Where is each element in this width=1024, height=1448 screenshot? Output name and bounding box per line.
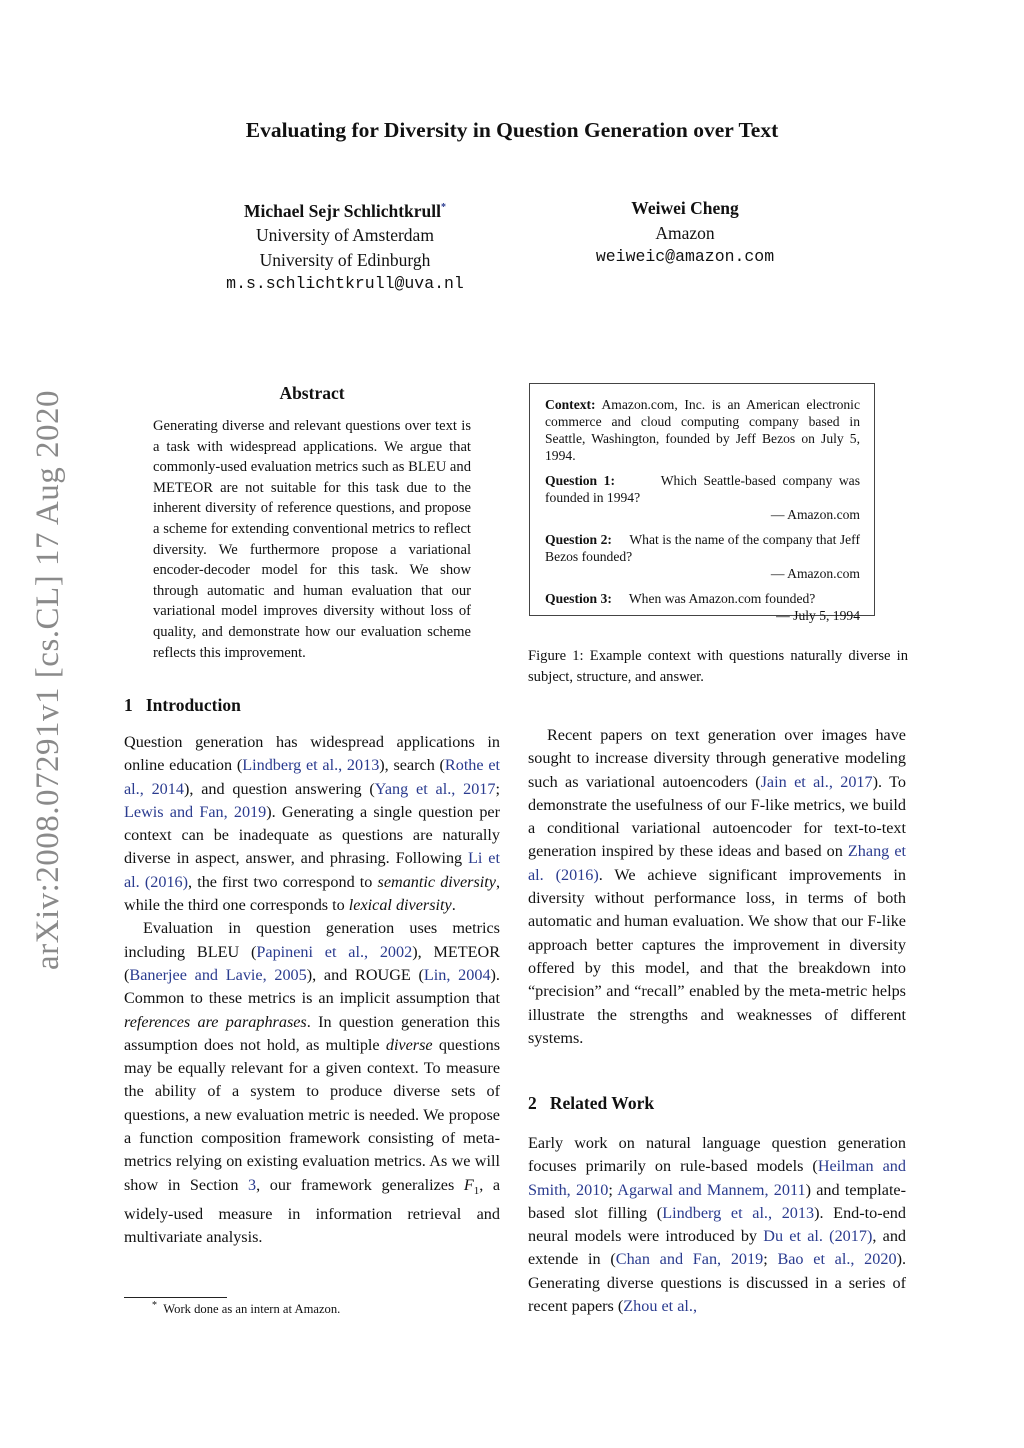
citation-link[interactable]: Lin, 2004 — [423, 965, 491, 984]
author-footnote-marker[interactable]: * — [441, 202, 447, 213]
intro-paragraph-1: Question generation has widespread applications in online education (Lindberg et al., 2013), search (Rothe et al., 2014), and question answering (Yang et al., 2017; Lewis and Fan, 2019). Generating a single question per context can be inadequate as questions are naturally diverse in aspect, answer, and phrasing. Following Li et al. (2016), the first two correspond to semantic diversity, while the third one corresponds to lexical diversity. — [124, 733, 500, 915]
author-block-2 — [560, 196, 810, 270]
citation-link[interactable]: Banerjee and Lavie, 2005 — [129, 965, 307, 984]
figure-question-1: Question 1: Which Seattle-based company was founded in 1994? — [545, 473, 860, 505]
math-f1: $F_1$ — [463, 1175, 480, 1197]
citation-link[interactable]: Chan and Fan, 2019 — [615, 1250, 764, 1269]
author-block-1 — [190, 196, 500, 297]
arxiv-stamp: arXiv:2008.07291v1 [cs.CL] 17 Aug 2020 — [30, 390, 66, 970]
footnote: * Work done as an intern at Amazon. — [152, 1300, 341, 1317]
citation-link[interactable]: Agarwal and Mannem, 2011 — [617, 1180, 806, 1199]
related-work-body — [528, 1132, 906, 1318]
section-heading-related-work: 2 Related Work — [528, 1093, 655, 1113]
figure-1-box — [529, 383, 875, 623]
citation-link[interactable]: Jain et al., 2017 — [760, 772, 873, 791]
figure-context: Context: Amazon.com, Inc. is an American electronic commerce and cloud computing company based in Seattle, Washington, founded by Jeff Bezos on July 5, 1994. — [545, 397, 860, 463]
figure-answer-3: — July 5, 1994 — [776, 608, 860, 623]
citation-link[interactable]: Zhang et al. (2016) — [528, 842, 906, 884]
citation-link[interactable]: Zhou et al., — [623, 1297, 698, 1316]
paper-title: Evaluating for Diversity in Question Generation over Text — [245, 118, 779, 142]
related-paragraph-1: Early work on natural language question generation focuses primarily on rule-based models (Heilman and Smith, 2010; Agarwal and Mannem, 2011) and template-based slot filling (Lindberg et al., 2013). End-to-end neural models were introduced by Du et al. (2017), and extende in (Chan and Fan, 2019; Bao et al., 2020). Generating diverse questions is discussed in a series of recent papers (Zhou et al., — [528, 1134, 907, 1316]
citation-link[interactable]: Bao et al., 2020 — [777, 1250, 897, 1269]
abstract-heading: Abstract — [279, 383, 345, 403]
author-email: m.s.schlichtkrull@uva.nl — [226, 274, 464, 294]
figure-1-caption: Figure 1: Example context with questions naturally diverse in subject, structure, and answer. — [528, 648, 908, 685]
citation-link[interactable]: Lindberg et al., 2013 — [242, 756, 380, 775]
author-affiliation: University of Amsterdam — [256, 225, 434, 246]
citation-link[interactable]: Yang et al., 2017 — [374, 779, 496, 798]
citation-link[interactable]: Li et al. (2016) — [124, 849, 500, 891]
intro-body — [124, 731, 500, 1250]
citation-link[interactable]: Du et al. (2017) — [763, 1227, 873, 1246]
author-affiliation: University of Edinburgh — [259, 249, 431, 270]
figure-answer-2: — Amazon.com — [770, 566, 860, 581]
intro-paragraph-3: Recent papers on text generation over images have sought to increase diversity through generative modeling such as variational autoencoders (Jain et al., 2017). To demonstrate the usefulness of our F-like metrics, we build a conditional variational autoencoder for text-to-text generation inspired by these ideas and based on Zhang et al. (2016). We achieve significant improvements in diversity without performance loss, in terms of both automatic and human evaluation. We show that our F-like approach better captures the improvement in diversity offered by this model, and that the breakdown into “precision” and “recall” enabled by the meta-metric helps illustrate the strengths and weaknesses of different systems. — [528, 726, 906, 1047]
citation-link[interactable]: Lindberg et al., 2013 — [662, 1203, 815, 1222]
citation-link[interactable]: Heilman and Smith, 2010 — [528, 1157, 906, 1199]
figure-question-2: Question 2: What is the name of the company that Jeff Bezos founded? — [545, 532, 860, 564]
figure-answer-1: — Amazon.com — [770, 507, 860, 522]
author-name: Michael Sejr Schlichtkrull* — [243, 200, 447, 221]
figure-question-3: Question 3: When was Amazon.com founded? — [545, 591, 816, 606]
footnote-rule — [124, 1297, 227, 1298]
author-affiliation: Amazon — [655, 222, 715, 243]
abstract-text: Generating diverse and relevant questions over text is a task with widespread applications. We argue that commonly-used evaluation metrics such as BLEU and METEOR are not suitable for this task due to the inherent diversity of reference questions, and propose a scheme for extending conventional metrics to reflect diversity. We furthermore propose a variational encoder-decoder model for this task. We show through automatic and human evaluation that our variational model improves diversity without loss of quality, and demonstrate how our evaluation scheme reflects this improvement. — [153, 418, 471, 661]
intro-paragraph-2: Evaluation in question generation uses metrics including BLEU (Papineni et al., 2002), METEOR (Banerjee and Lavie, 2005), and ROUGE (Lin, 2004). Common to these metrics is an implicit assumption that references are paraphrases. In question generation this assumption does not hold, as multiple diverse questions may be equally relevant for a given context. To measure the ability of a system to produce diverse sets of questions, a new evaluation metric is needed. We propose a function composition framework consisting of meta-metrics relying on existing evaluation metrics. As we will show in Section 3, our framework generalizes $F_1$, a widely-used measure in information retrieval and multivariate analysis. — [124, 919, 501, 1247]
author-name: Weiwei Cheng — [631, 198, 739, 218]
author-email: weiweic@amazon.com — [595, 247, 775, 266]
right-column-body — [528, 724, 906, 1050]
citation-link[interactable]: Lewis and Fan, 2019 — [124, 802, 267, 821]
section-heading-introduction: 1 Introduction — [124, 695, 241, 715]
section-ref-link[interactable]: 3 — [248, 1175, 257, 1194]
citation-link[interactable]: Papineni et al., 2002 — [256, 942, 413, 961]
citation-link[interactable]: Rothe et al., 2014 — [124, 756, 500, 798]
